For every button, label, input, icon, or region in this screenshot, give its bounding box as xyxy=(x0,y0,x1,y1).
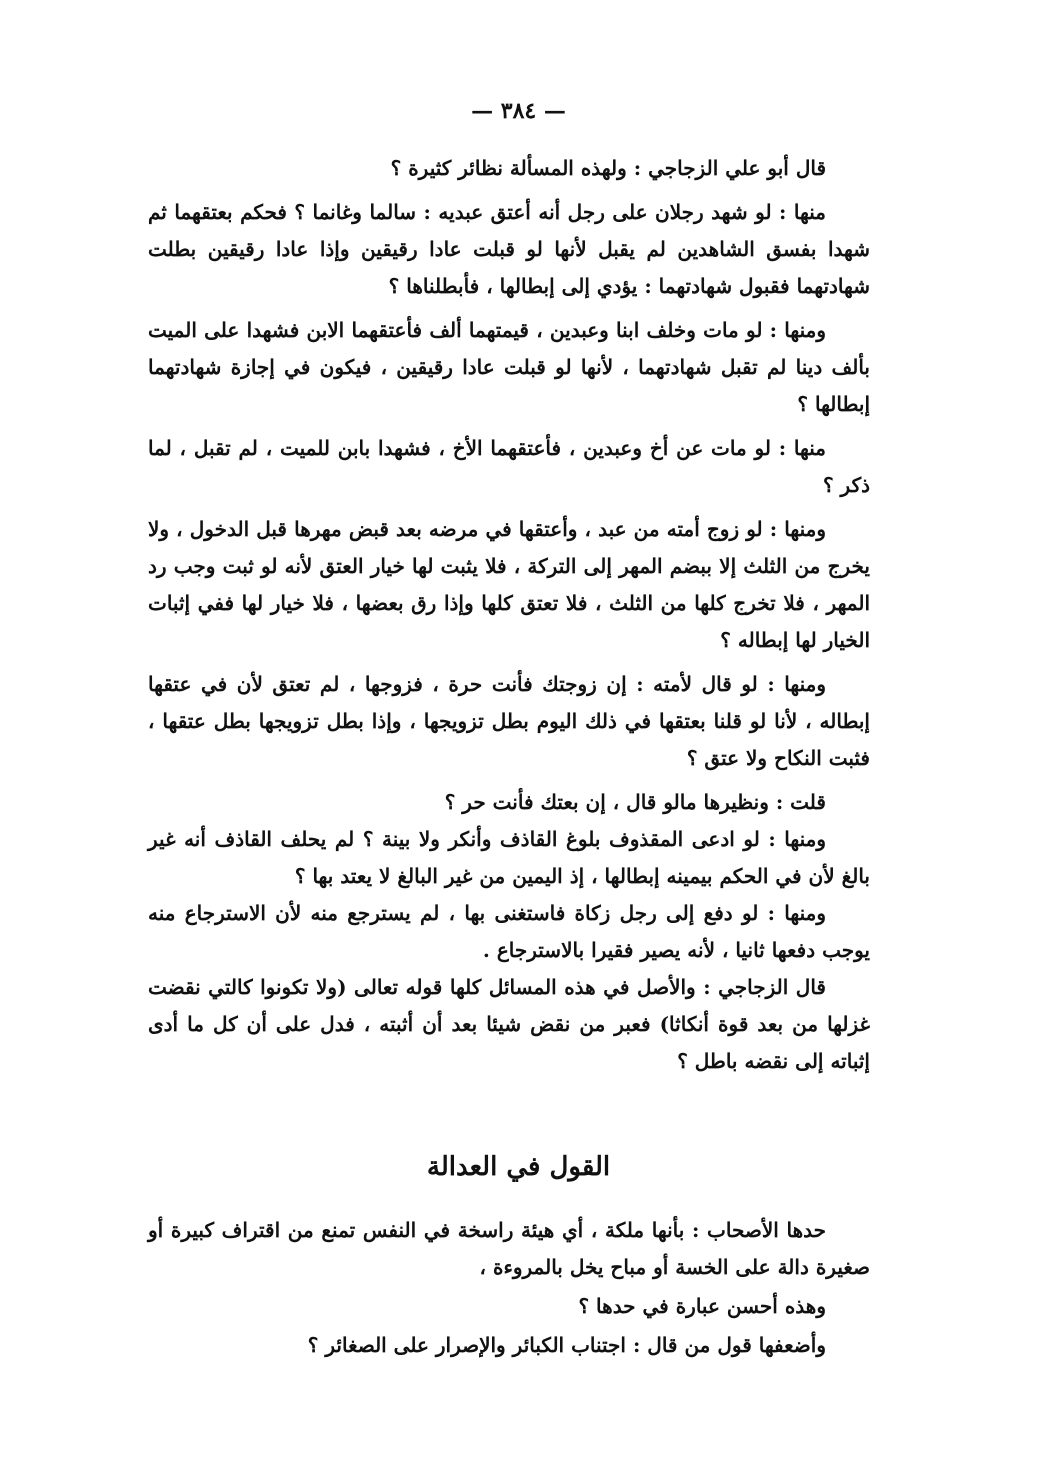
paragraph-intro: قال أبو علي الزجاجي : ولهذه المسألة نظائر كثيرة ؟ xyxy=(390,156,826,180)
paragraph-example-7: ومنها : لو دفع إلى رجل زكاة فاستغنى بها ، لم يسترجع منه لأن الاسترجاع منه يوجب دفعها ثانيا ، لأنه يصير فقيرا بالاسترجاع . xyxy=(148,901,870,962)
paragraph-example-2: ومنها : لو مات وخلف ابنا وعبدين ، قيمتهما ألف فأعتقهما الابن فشهدا على الميت بألف دينا لم تقبل شهادتهما ، لأنها لو قبلت عادا رقيقين ، فيكون في إجازة شهادتهما إبطالها ؟ xyxy=(148,318,870,416)
paragraph-example-4: ومنها : لو زوج أمته من عبد ، وأعتقها في مرضه بعد قبض مهرها قبل الدخول ، ولا يخرج من الثلث إلا ببضم المهر إلى التركة ، فلا يثبت لها خيار العتق لأنه لو ثبت وجب رد المهر ، فلا تخرج كلها من الثلث ، فلا تعتق كلها وإذا رق بعضها ، فلا خيار لها ففي إثبات الخيار لها إبطاله ؟ xyxy=(148,517,870,652)
paragraph-example-6: ومنها : لو ادعى المقذوف بلوغ القاذف وأنكر ولا بينة ؟ لم يحلف القاذف أنه غير بالغ لأن في الحكم بيمينه إبطالها ، إذ اليمين من غير البالغ لا يعتد بها ؟ xyxy=(148,827,870,888)
section-paragraph-weakest: وأضعفها قول من قال : اجتناب الكبائر والإصرار على الصغائر ؟ xyxy=(307,1333,826,1357)
section-text xyxy=(148,1212,870,1366)
paragraph-example-5: ومنها : لو قال لأمته : إن زوجتك فأنت حرة ، فزوجها ، لم تعتق لأن في عتقها إبطاله ، لأنا لو قلنا بعتقها في ذلك اليوم بطل تزويجها ، وإذا بطل تزويجها بطل عتقها ، فثبت النكاح ولا عتق ؟ xyxy=(148,672,870,770)
paragraph-example-3: منها : لو مات عن أخ وعبدين ، فأعتقهما الأخ ، فشهدا بابن للميت ، لم تقبل ، لما ذكر ؟ xyxy=(148,436,870,497)
section-heading: القول في العدالة xyxy=(426,1152,611,1182)
section-paragraph-definition: حدها الأصحاب : بأنها ملكة ، أي هيئة راسخة في النفس تمنع من اقتراف كبيرة أو صغيرة دالة على الخسة أو مباح يخل بالمروءة ، xyxy=(148,1218,870,1279)
main-text xyxy=(148,150,870,1087)
page-number: — ٣٨٤ — xyxy=(471,98,566,124)
paragraph-note: قلت : ونظيرها مالو قال ، إن بعتك فأنت حر ؟ xyxy=(444,790,826,814)
section-paragraph-best: وهذه أحسن عبارة في حدها ؟ xyxy=(578,1294,826,1318)
paragraph-example-1: منها : لو شهد رجلان على رجل أنه أعتق عبديه : سالما وغانما ؟ فحكم بعتقهما ثم شهدا بفسق الشاهدين لم يقبل لأنها لو قبلت عادا رقيقين وإذا عادا رقيقين بطلت شهادتهما فقبول شهادتهما : يؤدي إلى إبطالها ، فأبطلناها ؟ xyxy=(148,200,870,298)
paragraph-conclusion: قال الزجاجي : والأصل في هذه المسائل كلها قوله تعالى (ولا تكونوا كالتي نقضت غزلها من بعد قوة أنكاثا) فعبر من نقض شيئا بعد أن أثبته ، فدل على أن كل ما أدى إثباته إلى نقضه باطل ؟ xyxy=(148,975,870,1073)
